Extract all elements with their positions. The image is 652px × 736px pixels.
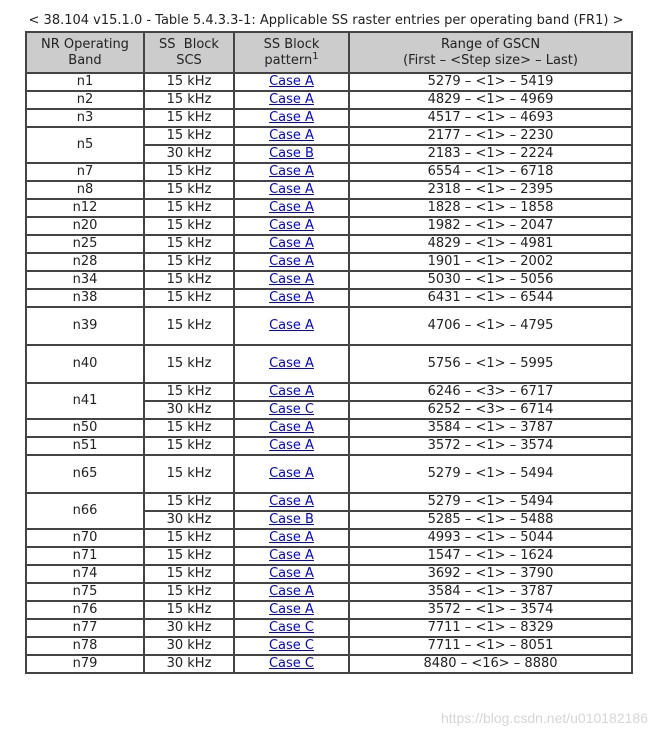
table-row xyxy=(26,565,632,583)
table-row xyxy=(26,271,632,289)
cell-band: n50 xyxy=(26,419,144,437)
cell-gscn-range: 3584 – <1> – 3787 xyxy=(349,419,632,437)
cell-gscn-range: 3584 – <1> – 3787 xyxy=(349,583,632,601)
case-link[interactable]: Case A xyxy=(269,356,314,371)
table-row xyxy=(26,529,632,547)
cell-gscn-range: 6252 – <3> – 6714 xyxy=(349,401,632,419)
table-row xyxy=(26,547,632,565)
table-caption: < 38.104 v15.1.0 - Table 5.4.3.3-1: Applicable SS raster entries per operating band (FR1) > xyxy=(28,13,624,28)
cell-scs: 15 kHz xyxy=(144,271,234,289)
header-range-of-gscn xyxy=(349,32,632,73)
cell-pattern xyxy=(234,217,349,235)
cell-band: n1 xyxy=(26,73,144,91)
cell-pattern xyxy=(234,601,349,619)
cell-gscn-range: 4706 – <1> – 4795 xyxy=(349,307,632,345)
table-row xyxy=(26,619,632,637)
cell-pattern xyxy=(234,181,349,199)
cell-scs: 15 kHz xyxy=(144,199,234,217)
cell-band: n78 xyxy=(26,637,144,655)
case-link[interactable]: Case A xyxy=(269,74,314,89)
cell-pattern xyxy=(234,91,349,109)
cell-scs: 30 kHz xyxy=(144,619,234,637)
table-row xyxy=(26,655,632,673)
table-row xyxy=(26,91,632,109)
cell-scs: 15 kHz xyxy=(144,217,234,235)
cell-scs: 15 kHz xyxy=(144,127,234,145)
case-link[interactable]: Case A xyxy=(269,254,314,269)
case-link[interactable]: Case A xyxy=(269,548,314,563)
cell-pattern xyxy=(234,253,349,271)
cell-scs: 15 kHz xyxy=(144,253,234,271)
cell-pattern xyxy=(234,73,349,91)
cell-scs: 15 kHz xyxy=(144,565,234,583)
cell-band: n74 xyxy=(26,565,144,583)
case-link[interactable]: Case A xyxy=(269,128,314,143)
table-row xyxy=(26,217,632,235)
case-link[interactable]: Case A xyxy=(269,318,314,333)
cell-gscn-range: 6246 – <3> – 6717 xyxy=(349,383,632,401)
header-band-line1: NR Operating xyxy=(41,36,129,52)
cell-band: n7 xyxy=(26,163,144,181)
cell-band: n3 xyxy=(26,109,144,127)
case-link[interactable]: Case C xyxy=(268,620,315,635)
cell-band: n75 xyxy=(26,583,144,601)
cell-scs: 15 kHz xyxy=(144,73,234,91)
cell-scs: 15 kHz xyxy=(144,547,234,565)
cell-pattern xyxy=(234,419,349,437)
cell-pattern xyxy=(234,145,349,163)
table-row xyxy=(26,307,632,345)
case-link[interactable]: Case C xyxy=(268,638,315,653)
footnote-marker: 1 xyxy=(312,50,319,62)
header-gscn-line2: (First – <Step size> – Last) xyxy=(403,52,578,68)
cell-band: n38 xyxy=(26,289,144,307)
case-link[interactable]: Case A xyxy=(269,92,314,107)
cell-band: n41 xyxy=(26,383,144,419)
cell-scs: 15 kHz xyxy=(144,583,234,601)
header-scs-line1: SS Block xyxy=(159,36,219,52)
table-row xyxy=(26,437,632,455)
cell-pattern xyxy=(234,383,349,401)
table-row xyxy=(26,419,632,437)
cell-scs: 15 kHz xyxy=(144,91,234,109)
cell-band: n12 xyxy=(26,199,144,217)
cell-band: n20 xyxy=(26,217,144,235)
case-link[interactable]: Case C xyxy=(268,402,315,417)
cell-pattern xyxy=(234,655,349,673)
cell-band: n25 xyxy=(26,235,144,253)
watermark: https://blog.csdn.net/u010182186 xyxy=(440,710,648,726)
cell-gscn-range: 5279 – <1> – 5494 xyxy=(349,455,632,493)
header-ss-block-pattern xyxy=(234,32,349,73)
cell-gscn-range: 7711 – <1> – 8051 xyxy=(349,637,632,655)
case-link[interactable]: Case A xyxy=(269,236,314,251)
cell-band: n66 xyxy=(26,493,144,529)
cell-band: n34 xyxy=(26,271,144,289)
table-row xyxy=(26,601,632,619)
header-nr-operating-band xyxy=(26,32,144,73)
cell-pattern xyxy=(234,437,349,455)
cell-gscn-range: 3692 – <1> – 3790 xyxy=(349,565,632,583)
case-link[interactable]: Case A xyxy=(269,566,314,581)
cell-gscn-range: 1982 – <1> – 2047 xyxy=(349,217,632,235)
cell-pattern xyxy=(234,455,349,493)
cell-scs: 30 kHz xyxy=(144,637,234,655)
cell-pattern xyxy=(234,345,349,383)
cell-pattern xyxy=(234,493,349,511)
case-link[interactable]: Case A xyxy=(269,164,314,179)
table-row xyxy=(26,109,632,127)
table-row xyxy=(26,455,632,493)
header-pattern-line1: SS Block xyxy=(263,36,320,52)
case-link[interactable]: Case A xyxy=(269,494,314,509)
cell-gscn-range: 4517 – <1> – 4693 xyxy=(349,109,632,127)
cell-scs: 30 kHz xyxy=(144,401,234,419)
header-ss-block-scs xyxy=(144,32,234,73)
cell-band: n5 xyxy=(26,127,144,163)
cell-gscn-range: 2183 – <1> – 2224 xyxy=(349,145,632,163)
cell-gscn-range: 3572 – <1> – 3574 xyxy=(349,437,632,455)
case-link[interactable]: Case A xyxy=(269,200,314,215)
table-row xyxy=(26,235,632,253)
table-body xyxy=(26,73,632,673)
case-link[interactable]: Case A xyxy=(269,384,314,399)
case-link[interactable]: Case A xyxy=(269,466,314,481)
cell-scs: 15 kHz xyxy=(144,307,234,345)
cell-scs: 15 kHz xyxy=(144,419,234,437)
table-row xyxy=(26,73,632,91)
cell-gscn-range: 3572 – <1> – 3574 xyxy=(349,601,632,619)
cell-band: n79 xyxy=(26,655,144,673)
cell-scs: 15 kHz xyxy=(144,345,234,383)
cell-scs: 30 kHz xyxy=(144,145,234,163)
cell-gscn-range: 5030 – <1> – 5056 xyxy=(349,271,632,289)
cell-scs: 15 kHz xyxy=(144,109,234,127)
case-link[interactable]: Case A xyxy=(269,218,314,233)
cell-pattern xyxy=(234,163,349,181)
cell-pattern xyxy=(234,401,349,419)
cell-scs: 15 kHz xyxy=(144,181,234,199)
cell-pattern xyxy=(234,307,349,345)
cell-gscn-range: 1828 – <1> – 1858 xyxy=(349,199,632,217)
cell-gscn-range: 1901 – <1> – 2002 xyxy=(349,253,632,271)
cell-gscn-range: 4829 – <1> – 4981 xyxy=(349,235,632,253)
cell-scs: 15 kHz xyxy=(144,529,234,547)
cell-pattern xyxy=(234,511,349,529)
table-row xyxy=(26,637,632,655)
cell-pattern xyxy=(234,637,349,655)
cell-pattern xyxy=(234,199,349,217)
cell-pattern xyxy=(234,235,349,253)
cell-scs: 15 kHz xyxy=(144,163,234,181)
cell-scs: 15 kHz xyxy=(144,383,234,401)
table-row xyxy=(26,583,632,601)
case-link[interactable]: Case A xyxy=(269,110,314,125)
cell-band: n40 xyxy=(26,345,144,383)
cell-pattern xyxy=(234,619,349,637)
cell-pattern xyxy=(234,565,349,583)
header-gscn-line1: Range of GSCN xyxy=(440,36,541,52)
cell-pattern xyxy=(234,529,349,547)
case-link[interactable]: Case A xyxy=(269,584,314,599)
cell-scs: 15 kHz xyxy=(144,493,234,511)
table-row xyxy=(26,253,632,271)
cell-pattern xyxy=(234,289,349,307)
cell-gscn-range: 7711 – <1> – 8329 xyxy=(349,619,632,637)
cell-band: n51 xyxy=(26,437,144,455)
table-row xyxy=(26,163,632,181)
case-link[interactable]: Case A xyxy=(269,272,314,287)
case-link[interactable]: Case C xyxy=(268,656,315,671)
table-row xyxy=(26,383,632,401)
case-link[interactable]: Case A xyxy=(269,290,314,305)
cell-gscn-range: 6554 – <1> – 6718 xyxy=(349,163,632,181)
cell-scs: 30 kHz xyxy=(144,655,234,673)
cell-gscn-range: 4829 – <1> – 4969 xyxy=(349,91,632,109)
header-pattern-line2: pattern xyxy=(264,52,313,68)
table-row xyxy=(26,289,632,307)
cell-gscn-range: 5279 – <1> – 5494 xyxy=(349,493,632,511)
header-band-line2: Band xyxy=(68,52,102,68)
table-row xyxy=(26,493,632,511)
cell-scs: 15 kHz xyxy=(144,289,234,307)
cell-band: n8 xyxy=(26,181,144,199)
cell-band: n77 xyxy=(26,619,144,637)
table-row xyxy=(26,181,632,199)
case-link[interactable]: Case B xyxy=(269,512,314,527)
cell-scs: 15 kHz xyxy=(144,455,234,493)
cell-band: n65 xyxy=(26,455,144,493)
cell-gscn-range: 8480 – <16> – 8880 xyxy=(349,655,632,673)
table-row xyxy=(26,345,632,383)
case-link[interactable]: Case A xyxy=(269,438,314,453)
cell-band: n39 xyxy=(26,307,144,345)
header-scs-line2: SCS xyxy=(176,52,202,68)
table-row xyxy=(26,199,632,217)
case-link[interactable]: Case B xyxy=(269,146,314,161)
cell-scs: 15 kHz xyxy=(144,235,234,253)
cell-gscn-range: 5285 – <1> – 5488 xyxy=(349,511,632,529)
case-link[interactable]: Case A xyxy=(269,182,314,197)
cell-pattern xyxy=(234,547,349,565)
case-link[interactable]: Case A xyxy=(269,420,314,435)
cell-pattern xyxy=(234,109,349,127)
cell-scs: 30 kHz xyxy=(144,511,234,529)
cell-gscn-range: 6431 – <1> – 6544 xyxy=(349,289,632,307)
cell-pattern xyxy=(234,583,349,601)
cell-band: n71 xyxy=(26,547,144,565)
case-link[interactable]: Case A xyxy=(269,602,314,617)
cell-gscn-range: 5756 – <1> – 5995 xyxy=(349,345,632,383)
cell-gscn-range: 4993 – <1> – 5044 xyxy=(349,529,632,547)
ss-raster-table xyxy=(25,31,633,674)
table-header-row xyxy=(26,32,632,73)
cell-band: n28 xyxy=(26,253,144,271)
cell-pattern xyxy=(234,127,349,145)
cell-gscn-range: 1547 – <1> – 1624 xyxy=(349,547,632,565)
cell-pattern xyxy=(234,271,349,289)
table-row xyxy=(26,127,632,145)
cell-band: n76 xyxy=(26,601,144,619)
cell-gscn-range: 2318 – <1> – 2395 xyxy=(349,181,632,199)
cell-band: n2 xyxy=(26,91,144,109)
case-link[interactable]: Case A xyxy=(269,530,314,545)
cell-scs: 15 kHz xyxy=(144,601,234,619)
cell-gscn-range: 5279 – <1> – 5419 xyxy=(349,73,632,91)
cell-gscn-range: 2177 – <1> – 2230 xyxy=(349,127,632,145)
cell-scs: 15 kHz xyxy=(144,437,234,455)
cell-band: n70 xyxy=(26,529,144,547)
